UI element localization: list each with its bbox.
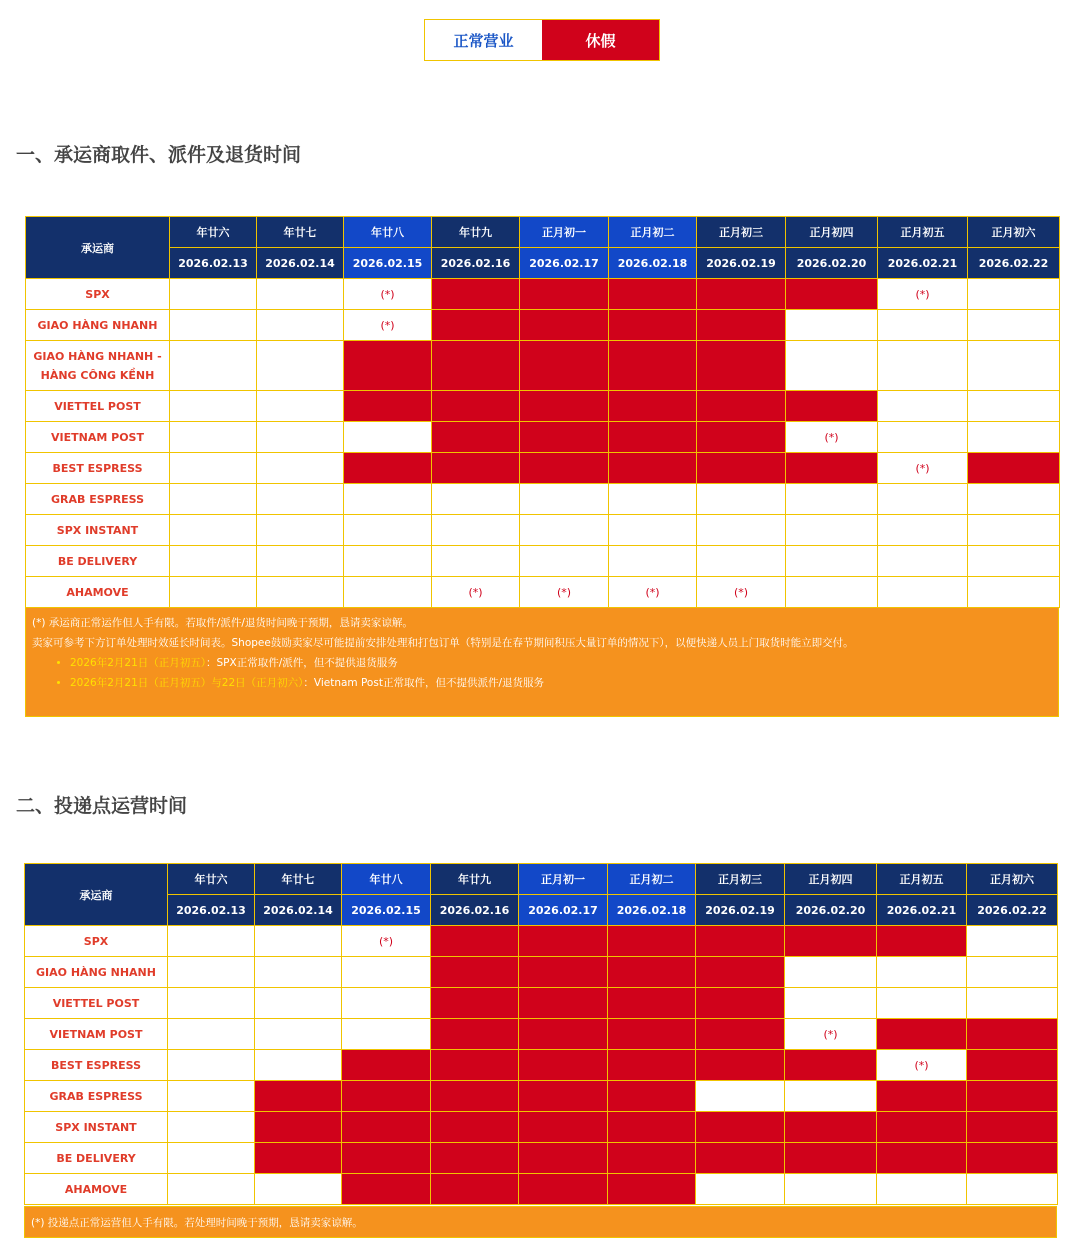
lunar-date-header: 正月初一 [520,217,609,248]
carrier-name: VIETTEL POST [26,391,170,422]
carrier-name: GIAO HÀNG NHANH - HÀNG CÔNG KỀNH [26,341,170,391]
calendar-date-header: 2026.02.18 [608,895,696,926]
open-cell [968,279,1060,310]
lunar-date-header: 正月初三 [697,217,786,248]
holiday-cell [432,391,520,422]
carrier-name: GRAB ESPRESS [25,1081,168,1112]
holiday-cell [877,1112,967,1143]
lunar-date-header: 年廿九 [432,217,520,248]
open-cell [520,546,609,577]
holiday-cell [608,1050,696,1081]
note-text: ：SPX正常取件/派件，但不提供退货服务 [206,657,398,669]
holiday-cell [432,341,520,391]
carrier-name: BEST ESPRESS [26,453,170,484]
holiday-cell [431,1081,519,1112]
status-legend [424,19,660,61]
open-cell [255,926,342,957]
lunar-date-header: 年廿九 [431,864,519,895]
open-cell [170,515,257,546]
holiday-cell [877,1081,967,1112]
open-cell [877,957,967,988]
holiday-cell [696,1019,785,1050]
open-cell [968,341,1060,391]
holiday-cell [696,957,785,988]
carrier-notes [25,607,1059,717]
limited-service-cell: (*) [432,577,520,608]
calendar-date-header: 2026.02.14 [257,248,344,279]
holiday-cell [432,422,520,453]
holiday-cell [697,341,786,391]
open-cell [786,546,878,577]
carrier-name: BE DELIVERY [26,546,170,577]
holiday-cell [255,1143,342,1174]
carrier-row [26,422,1060,453]
holiday-cell [344,391,432,422]
holiday-cell [697,422,786,453]
holiday-cell [519,1081,608,1112]
calendar-date-header: 2026.02.17 [520,248,609,279]
holiday-cell [609,422,697,453]
lunar-date-header: 正月初三 [696,864,785,895]
lunar-date-header: 年廿八 [344,217,432,248]
holiday-cell [519,1143,608,1174]
holiday-cell [255,1112,342,1143]
open-cell [786,341,878,391]
holiday-cell [519,1112,608,1143]
holiday-cell [609,391,697,422]
holiday-cell [431,1174,519,1205]
open-cell [344,484,432,515]
carrier-row [25,1143,1058,1174]
note-date: 2026年2月21日（正月初五）与22日（正月初六） [70,677,304,689]
carrier-column-header: 承运商 [25,864,168,926]
holiday-cell [609,310,697,341]
open-cell [257,515,344,546]
carrier-row [25,1019,1058,1050]
open-cell [968,422,1060,453]
holiday-cell [520,310,609,341]
carrier-row [25,1112,1058,1143]
open-cell [878,341,968,391]
holiday-cell [342,1050,431,1081]
calendar-date-header: 2026.02.19 [697,248,786,279]
calendar-date-header: 2026.02.21 [878,248,968,279]
open-cell [168,1081,255,1112]
holiday-cell [431,926,519,957]
holiday-cell [877,1019,967,1050]
carrier-row [26,515,1060,546]
open-cell [168,1019,255,1050]
carrier-name: VIETNAM POST [26,422,170,453]
open-cell [342,1019,431,1050]
calendar-date-header: 2026.02.22 [968,248,1060,279]
open-cell [257,453,344,484]
open-cell [967,988,1058,1019]
open-cell [168,988,255,1019]
open-cell [878,391,968,422]
holiday-cell [432,453,520,484]
calendar-date-header: 2026.02.19 [696,895,785,926]
open-cell [785,1081,877,1112]
holiday-cell [609,279,697,310]
carrier-schedule-table [25,216,1060,608]
lunar-date-header: 正月初四 [786,217,878,248]
carrier-name: BE DELIVERY [25,1143,168,1174]
carrier-row [26,577,1060,608]
holiday-cell [697,391,786,422]
open-cell [170,546,257,577]
note-limited-staff: (*) 承运商正常运作但人手有限。若取件/派件/退货时间晚于预期，恳请卖家谅解。 [32,617,413,629]
header-row-date [26,248,1060,279]
carrier-row [26,484,1060,515]
open-cell [968,577,1060,608]
holiday-cell [608,1081,696,1112]
holiday-cell [785,1050,877,1081]
calendar-date-header: 2026.02.15 [344,248,432,279]
holiday-cell [432,279,520,310]
open-cell [342,957,431,988]
open-cell [170,422,257,453]
holiday-cell [786,279,878,310]
open-cell [168,926,255,957]
open-cell [170,391,257,422]
calendar-date-header: 2026.02.13 [170,248,257,279]
open-cell [609,484,697,515]
open-cell [168,957,255,988]
holiday-cell [697,310,786,341]
open-cell [785,1174,877,1205]
open-cell [257,577,344,608]
open-cell [257,422,344,453]
open-cell [255,1050,342,1081]
open-cell [878,422,968,453]
holiday-cell [608,1143,696,1174]
open-cell [342,988,431,1019]
open-cell [878,546,968,577]
holiday-cell [968,453,1060,484]
note-limited-staff: (*) 投递点正常运营但人手有限。若处理时间晚于预期，恳请卖家谅解。 [31,1217,363,1229]
lunar-date-header: 正月初六 [968,217,1060,248]
holiday-cell [520,341,609,391]
holiday-cell [519,1019,608,1050]
calendar-date-header: 2026.02.20 [785,895,877,926]
calendar-date-header: 2026.02.14 [255,895,342,926]
carrier-row [25,926,1058,957]
holiday-cell [967,1050,1058,1081]
carrier-row [26,453,1060,484]
open-cell [967,957,1058,988]
holiday-cell [877,1143,967,1174]
holiday-cell [696,1050,785,1081]
lunar-date-header: 正月初一 [519,864,608,895]
calendar-date-header: 2026.02.13 [168,895,255,926]
open-cell [696,1081,785,1112]
open-cell [344,515,432,546]
note-item-vnpost [70,676,1052,690]
holiday-cell [608,957,696,988]
holiday-cell [432,310,520,341]
holiday-cell [431,1112,519,1143]
carrier-row [25,1174,1058,1205]
limited-service-cell: (*) [609,577,697,608]
lunar-date-header: 年廿六 [170,217,257,248]
limited-service-cell: (*) [520,577,609,608]
lunar-date-header: 正月初五 [877,864,967,895]
section1-title: 一、承运商取件、派件及退货时间 [16,144,302,166]
open-cell [877,988,967,1019]
open-cell [785,957,877,988]
carrier-row [26,310,1060,341]
open-cell [967,926,1058,957]
carrier-name: BEST ESPRESS [25,1050,168,1081]
limited-service-cell: (*) [342,926,431,957]
carrier-name: GIAO HÀNG NHANH [25,957,168,988]
holiday-cell [344,341,432,391]
holiday-cell [785,1112,877,1143]
holiday-cell [431,957,519,988]
calendar-date-header: 2026.02.22 [967,895,1058,926]
holiday-cell [608,1174,696,1205]
holiday-cell [967,1019,1058,1050]
holiday-cell [786,391,878,422]
holiday-cell [967,1143,1058,1174]
lunar-date-header: 年廿七 [257,217,344,248]
carrier-row [25,957,1058,988]
open-cell [432,546,520,577]
open-cell [170,310,257,341]
holiday-cell [967,1081,1058,1112]
holiday-cell [519,988,608,1019]
holiday-cell [431,1019,519,1050]
open-cell [968,515,1060,546]
open-cell [786,484,878,515]
dropoff-notes [24,1206,1057,1238]
open-cell [168,1143,255,1174]
holiday-cell [342,1174,431,1205]
holiday-cell [608,926,696,957]
open-cell [170,484,257,515]
holiday-cell [342,1081,431,1112]
open-cell [609,515,697,546]
open-cell [257,546,344,577]
limited-service-cell: (*) [785,1019,877,1050]
carrier-name: AHAMOVE [25,1174,168,1205]
header-row-lunar [25,864,1058,895]
carrier-name: AHAMOVE [26,577,170,608]
holiday-cell [520,279,609,310]
open-cell [968,484,1060,515]
header-row-date [25,895,1058,926]
open-cell [697,515,786,546]
note-item-spx [70,656,1052,670]
open-cell [432,484,520,515]
holiday-cell [696,988,785,1019]
lunar-date-header: 正月初六 [967,864,1058,895]
section2-title: 二、投递点运营时间 [16,795,188,817]
limited-service-cell: (*) [878,453,968,484]
calendar-date-header: 2026.02.16 [432,248,520,279]
open-cell [170,453,257,484]
holiday-cell [608,1112,696,1143]
holiday-cell [519,926,608,957]
note-processing-advice: 卖家可参考下方订单处理时效延长时间表。Shopee鼓励卖家尽可能提前安排处理和打包订单（特别是在春节期间积压大量订单的情况下），以便快递人员上门取货时能立即交付。 [32,637,854,649]
open-cell [257,279,344,310]
open-cell [878,484,968,515]
holiday-cell [697,453,786,484]
holiday-cell [608,1019,696,1050]
holiday-cell [696,1112,785,1143]
open-cell [257,341,344,391]
open-cell [968,310,1060,341]
calendar-date-header: 2026.02.15 [342,895,431,926]
calendar-date-header: 2026.02.20 [786,248,878,279]
holiday-cell [519,1174,608,1205]
holiday-cell [697,279,786,310]
limited-service-cell: (*) [344,310,432,341]
carrier-name: VIETTEL POST [25,988,168,1019]
open-cell [257,484,344,515]
legend-holiday: 休假 [542,20,659,60]
limited-service-cell: (*) [697,577,786,608]
open-cell [170,341,257,391]
holiday-cell [520,391,609,422]
holiday-cell [696,1143,785,1174]
lunar-date-header: 年廿八 [342,864,431,895]
calendar-date-header: 2026.02.16 [431,895,519,926]
carrier-row [26,546,1060,577]
legend-normal: 正常营业 [425,20,542,60]
holiday-cell [520,422,609,453]
open-cell [344,422,432,453]
carrier-name: SPX INSTANT [25,1112,168,1143]
open-cell [785,988,877,1019]
limited-service-cell: (*) [344,279,432,310]
lunar-date-header: 年廿六 [168,864,255,895]
open-cell [609,546,697,577]
holiday-cell [786,453,878,484]
holiday-cell [431,1050,519,1081]
holiday-cell [785,1143,877,1174]
lunar-date-header: 正月初二 [608,864,696,895]
carrier-row [26,391,1060,422]
dropoff-schedule-table [24,863,1058,1205]
limited-service-cell: (*) [877,1050,967,1081]
lunar-date-header: 正月初二 [609,217,697,248]
open-cell [696,1174,785,1205]
carrier-row [26,341,1060,391]
open-cell [968,546,1060,577]
carrier-name: SPX [26,279,170,310]
open-cell [520,484,609,515]
open-cell [170,279,257,310]
holiday-cell [877,926,967,957]
carrier-name: SPX INSTANT [26,515,170,546]
carrier-name: VIETNAM POST [25,1019,168,1050]
open-cell [255,957,342,988]
open-cell [168,1174,255,1205]
carrier-row [26,279,1060,310]
carrier-name: SPX [25,926,168,957]
open-cell [255,1019,342,1050]
holiday-cell [609,341,697,391]
open-cell [168,1050,255,1081]
open-cell [432,515,520,546]
holiday-cell [967,1112,1058,1143]
carrier-row [25,1050,1058,1081]
note-text: ：Vietnam Post正常取件，但不提供派件/退货服务 [303,677,544,689]
holiday-cell [342,1112,431,1143]
holiday-cell [431,1143,519,1174]
open-cell [170,577,257,608]
holiday-cell [520,453,609,484]
note-list [32,656,1052,690]
holiday-cell [344,453,432,484]
lunar-date-header: 年廿七 [255,864,342,895]
open-cell [257,310,344,341]
open-cell [697,546,786,577]
holiday-cell [785,926,877,957]
calendar-date-header: 2026.02.18 [609,248,697,279]
open-cell [878,515,968,546]
open-cell [255,1174,342,1205]
open-cell [697,484,786,515]
holiday-cell [342,1143,431,1174]
open-cell [344,577,432,608]
open-cell [344,546,432,577]
limited-service-cell: (*) [786,422,878,453]
open-cell [168,1112,255,1143]
calendar-date-header: 2026.02.21 [877,895,967,926]
open-cell [257,391,344,422]
note-date: 2026年2月21日（正月初五） [70,657,207,669]
limited-service-cell: (*) [878,279,968,310]
lunar-date-header: 正月初五 [878,217,968,248]
open-cell [786,515,878,546]
calendar-date-header: 2026.02.17 [519,895,608,926]
open-cell [878,577,968,608]
open-cell [877,1174,967,1205]
open-cell [878,310,968,341]
holiday-cell [255,1081,342,1112]
open-cell [967,1174,1058,1205]
open-cell [255,988,342,1019]
carrier-row [25,988,1058,1019]
carrier-name: GIAO HÀNG NHANH [26,310,170,341]
open-cell [786,577,878,608]
holiday-cell [431,988,519,1019]
holiday-cell [609,453,697,484]
header-row-lunar [26,217,1060,248]
carrier-row [25,1081,1058,1112]
open-cell [786,310,878,341]
carrier-column-header: 承运商 [26,217,170,279]
holiday-cell [608,988,696,1019]
lunar-date-header: 正月初四 [785,864,877,895]
open-cell [520,515,609,546]
holiday-cell [519,957,608,988]
holiday-cell [696,926,785,957]
carrier-name: GRAB ESPRESS [26,484,170,515]
open-cell [968,391,1060,422]
holiday-cell [519,1050,608,1081]
